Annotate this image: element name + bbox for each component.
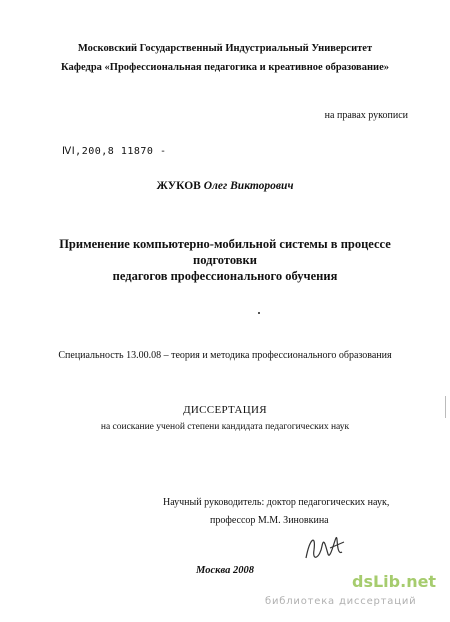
library-stamp-code: ⅣⅠ,200,8 11870 -	[62, 146, 167, 157]
handwritten-signature	[300, 528, 348, 568]
degree-line: на соискание ученой степени кандидата педагогических наук	[100, 422, 350, 432]
department-name: Кафедра «Профессиональная педагогика и креативное образование»	[61, 62, 389, 73]
title-line-3: педагогов профессионального обучения	[112, 269, 338, 283]
supervisor-line-1: Научный руководитель: доктор педагогических наук,	[163, 497, 390, 508]
city-year: Москва 2008	[196, 565, 254, 576]
supervisor-line-2: профессор М.М. Зиновкина	[210, 515, 329, 526]
scan-edge-mark	[442, 396, 446, 418]
university-name: Московский Государственный Индустриальный Университет	[77, 43, 373, 54]
document-type: ДИССЕРТАЦИЯ	[183, 404, 267, 416]
title-line-2: подготовки	[193, 253, 257, 267]
scan-speck	[258, 312, 260, 314]
author-surname: ЖУКОВ	[156, 180, 201, 192]
title-line-1: Применение компьютерно-мобильной системы в процессе	[59, 237, 391, 251]
author-name	[0, 180, 450, 192]
watermark-subtitle: библиотека диссертаций	[265, 596, 417, 607]
watermark-logo: dsLib.net	[352, 572, 437, 591]
rights-note: на правах рукописи	[324, 110, 408, 121]
specialty-line: Специальность 13.00.08 – теория и методика профессионального образования	[58, 350, 392, 361]
author-given-names: Олег Викторович	[203, 180, 294, 192]
